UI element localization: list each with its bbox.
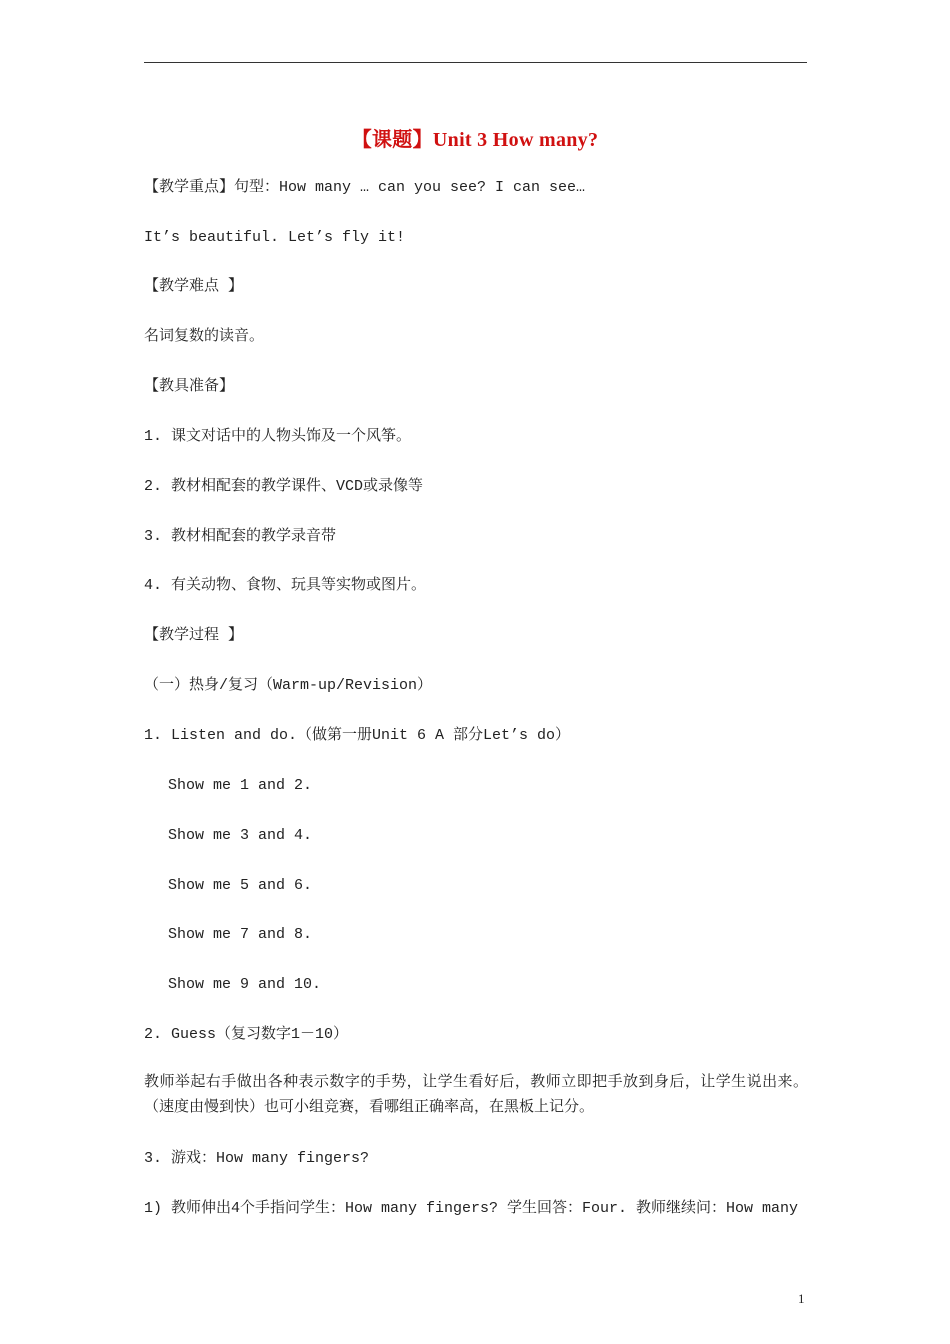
key-points-line: 【教学重点】句型：How many … can you see? I can see… (144, 179, 586, 196)
show-me-line: Show me 3 and 4. (168, 827, 313, 844)
materials-item-1: 1. 课文对话中的人物头饰及一个风筝。 (144, 428, 412, 445)
page-number: 1 (798, 1291, 805, 1306)
header-rule (144, 62, 807, 63)
materials-item-4: 4. 有关动物、食物、玩具等实物或图片。 (144, 577, 427, 594)
materials-heading: 【教具准备】 (144, 378, 235, 395)
show-me-line: Show me 7 and 8. (168, 926, 313, 943)
show-me-line: Show me 9 and 10. (168, 976, 322, 993)
game-step-1: 1) 教师伸出4个手指问学生：How many fingers? 学生回答：Four. 教师继续问：How many (144, 1200, 799, 1217)
section-warmup: （一）热身/复习（Warm-up/Revision） (144, 677, 433, 694)
difficulty-heading: 【教学难点 】 (144, 278, 244, 295)
page-title: 【课题】Unit 3 How many? (351, 129, 599, 151)
process-heading: 【教学过程 】 (144, 627, 244, 644)
step-listen-and-do: 1. Listen and do.（做第一册Unit 6 A 部分Let’s do） (144, 727, 571, 744)
step-game: 3. 游戏：How many fingers? (144, 1150, 370, 1167)
guess-description: 教师举起右手做出各种表示数字的手势，让学生看好后，教师立即把手放到身后，让学生说出来。（速度由慢到快）也可小组竞赛，看哪组正确率高，在黑板上记分。 (144, 1074, 808, 1116)
materials-item-2: 2. 教材相配套的教学课件、VCD或录像等 (144, 478, 424, 495)
step-guess: 2. Guess（复习数字1－10） (144, 1026, 349, 1043)
show-me-line: Show me 1 and 2. (168, 777, 313, 794)
sentence-line: It’s beautiful. Let’s fly it! (144, 229, 406, 246)
materials-item-3: 3. 教材相配套的教学录音带 (144, 528, 337, 545)
difficulty-text: 名词复数的读音。 (144, 328, 265, 345)
show-me-line: Show me 5 and 6. (168, 877, 313, 894)
